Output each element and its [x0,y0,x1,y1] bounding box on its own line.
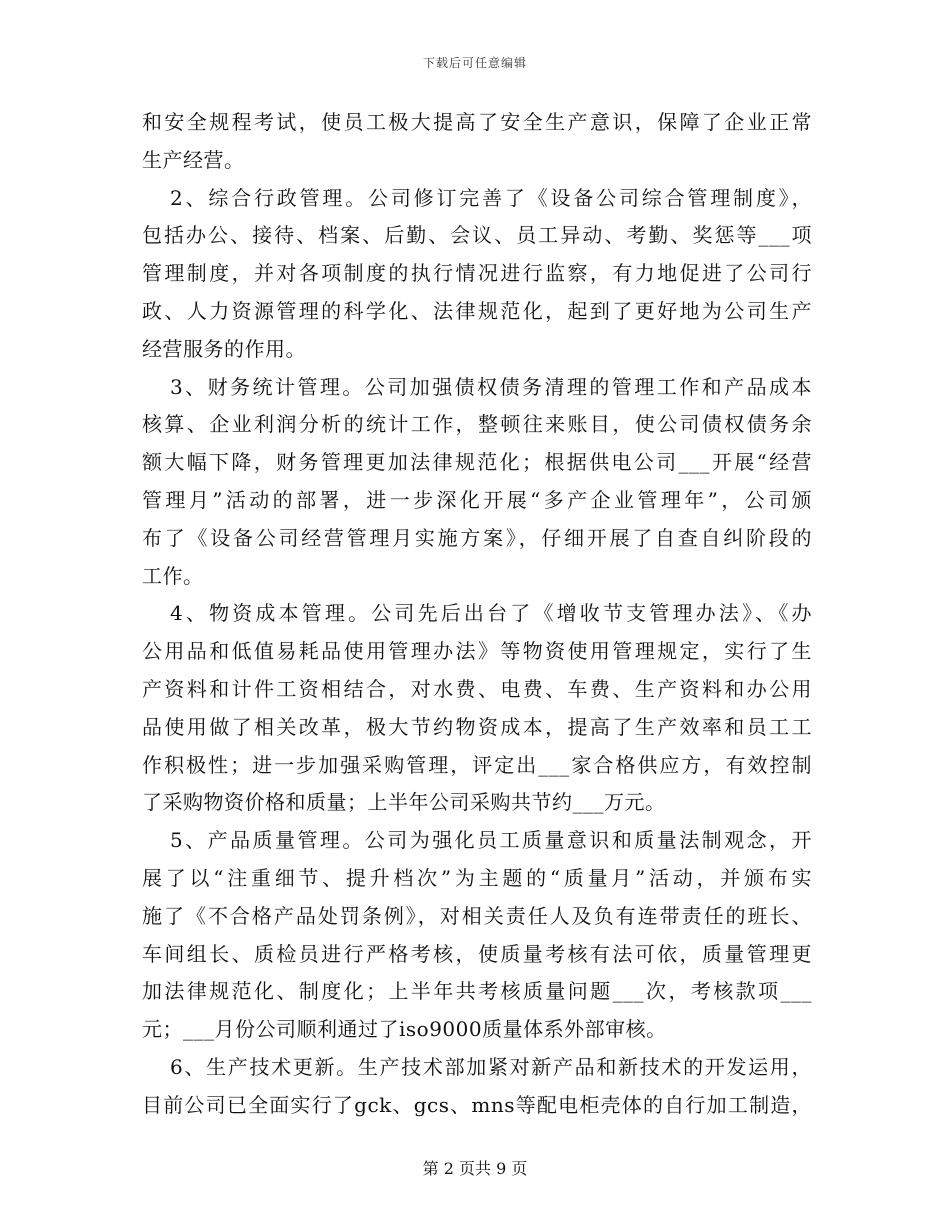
paragraph-5-line-2: 展了以“注重细节、提升档次”为主题的“质量月”活动，并颁布实 [142,865,812,890]
paragraph-6-line-2: 目前公司已全面实行了gck、gcs、mns等配电柜壳体的自行加工制造， [142,1092,812,1117]
paragraph-5-line-5: 加法律规范化、制度化；上半年共考核质量问题___次，考核款项___ [142,979,812,1004]
paragraph-4-line-4: 品使用做了相关改革，极大节约物资成本，提高了生产效率和员工工 [142,714,812,739]
paragraph-3-line-2: 核算、企业利润分析的统计工作，整顿往来账目，使公司债权债务余 [142,412,812,437]
paragraph-2-line-3: 管理制度，并对各项制度的执行情况进行监察，有力地促进了公司行 [142,261,812,286]
paragraph-3-line-5: 布了《设备公司经营管理月实施方案》，仔细开展了自查自纠阶段的 [142,525,812,550]
paragraph-3-line-4: 管理月”活动的部署，进一步深化开展“多产企业管理年”，公司颁 [142,487,812,512]
paragraph-5-line-4: 车间组长、质检员进行严格考核，使质量考核有法可依，质量管理更 [142,941,812,966]
paragraph-4-line-5: 作积极性；进一步加强采购管理，评定出___家合格供应方，有效控制 [142,752,812,777]
paragraph-4-line-1: 4、物资成本管理。公司先后出台了《增收节支管理办法》、《办 [170,601,812,626]
page-footer: 第 2 页共 9 页 [422,1159,528,1178]
paragraph-5-line-6: 元；___月份公司顺利通过了iso9000质量体系外部审核。 [142,1017,667,1042]
paragraph-5-line-1: 5、产品质量管理。公司为强化员工质量意识和质量法制观念，开 [170,828,812,853]
paragraph-3-line-1: 3、财务统计管理。公司加强债权债务清理的管理工作和产品成本 [170,374,812,399]
paragraph-3-line-6: 工作。 [142,563,204,588]
paragraph-1-line-1: 和安全规程考试，使员工极大提高了安全生产意识，保障了企业正常 [142,110,812,134]
page-header: 下载后可任意编辑 [422,56,527,70]
paragraph-1-line-2: 生产经营。 [142,147,245,172]
paragraph-2-line-5: 经营服务的作用。 [142,336,306,361]
paragraph-2-line-4: 政、人力资源管理的科学化、法律规范化，起到了更好地为公司生产 [142,298,812,323]
paragraph-6-line-1: 6、生产技术更新。生产技术部加紧对新产品和新技术的开发运用， [170,1054,812,1079]
document-body [142,104,812,1125]
paragraph-4-line-3: 产资料和计件工资相结合，对水费、电费、车费、生产资料和办公用 [142,676,812,701]
paragraph-3-line-3: 额大幅下降，财务管理更加法律规范化；根据供电公司___开展“经营 [142,450,812,475]
paragraph-5-line-3: 施了《不合格产品处罚条例》，对相关责任人及负有连带责任的班长、 [142,903,812,928]
paragraph-4-line-6: 了采购物资价格和质量；上半年公司采购共节约___万元。 [142,790,666,815]
paragraph-2-line-1: 2、综合行政管理。公司修订完善了《设备公司综合管理制度》， [170,185,812,210]
paragraph-4-line-2: 公用品和低值易耗品使用管理办法》等物资使用管理规定，实行了生 [142,639,812,664]
paragraph-2-line-2: 包括办公、接待、档案、后勤、会议、员工异动、考勤、奖惩等___项 [142,223,812,248]
